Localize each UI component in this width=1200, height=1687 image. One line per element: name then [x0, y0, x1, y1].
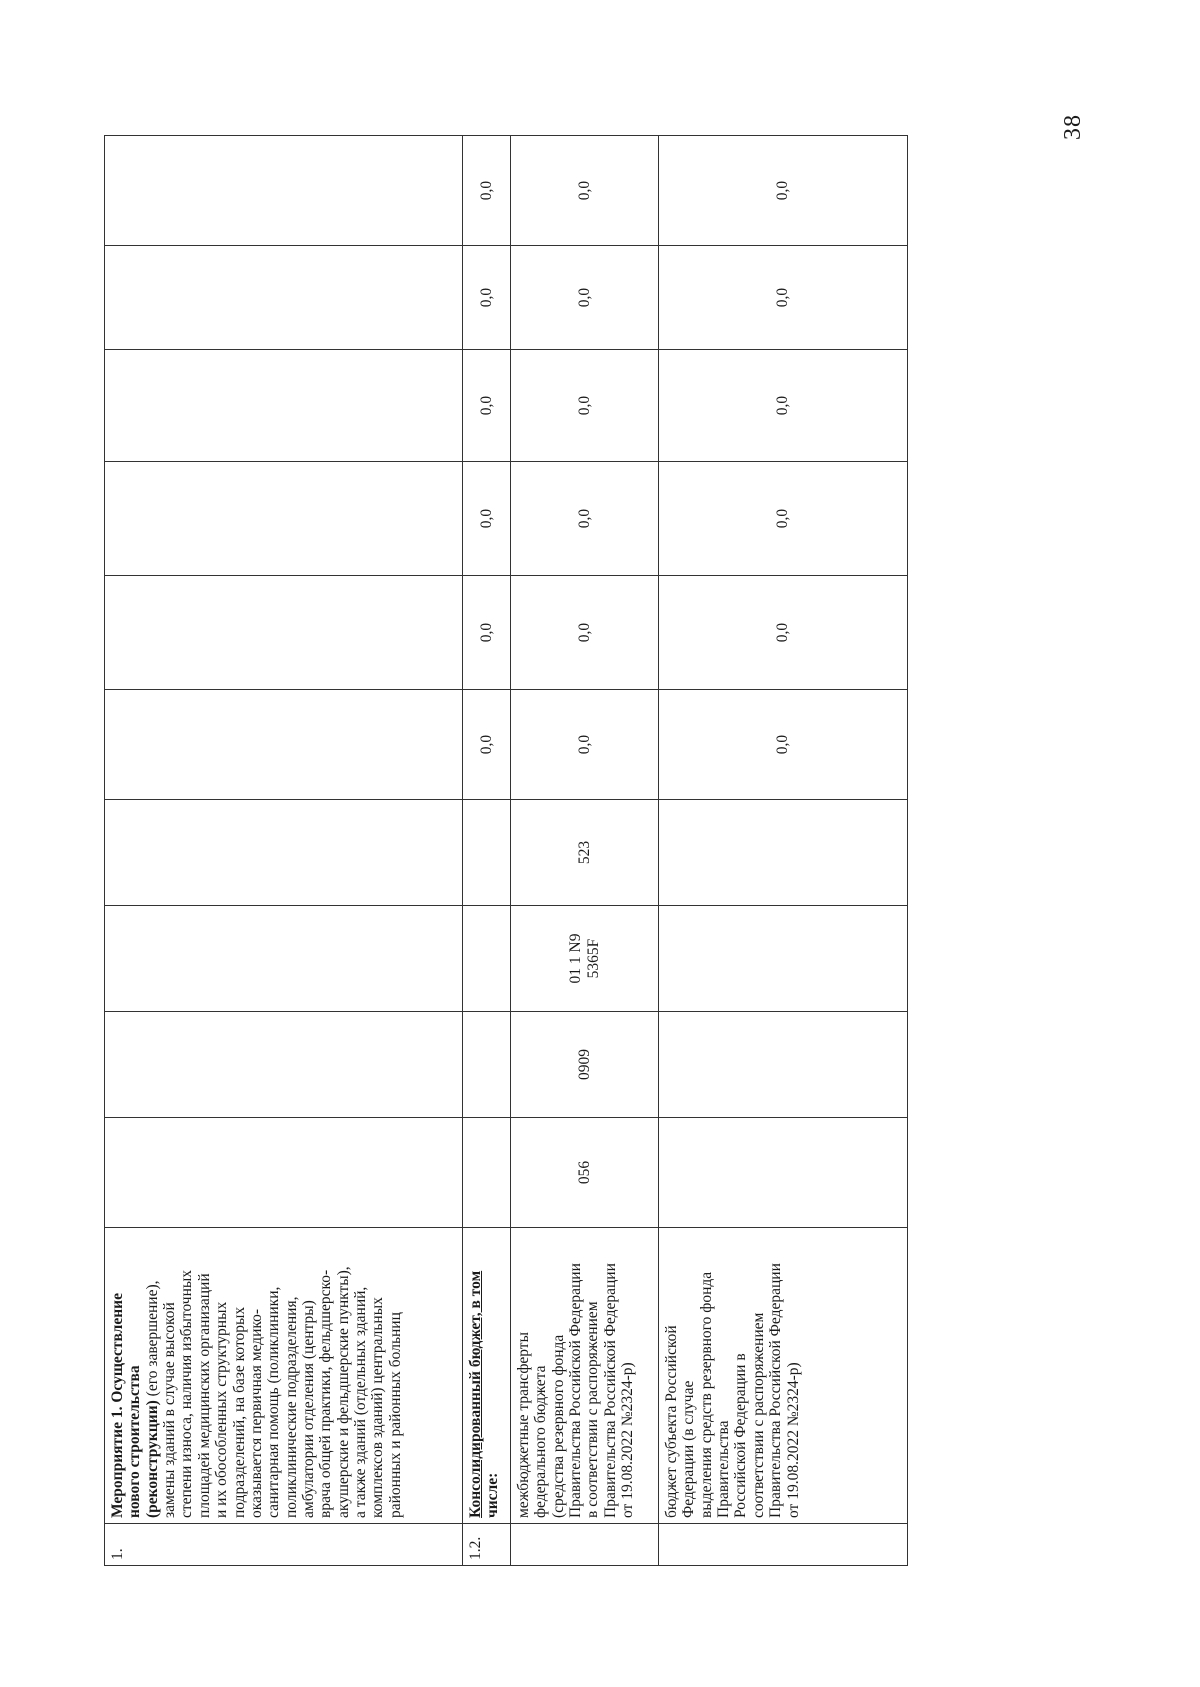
table-cell: [659, 1012, 908, 1118]
table-cell: [105, 462, 463, 576]
budget-table: [104, 135, 908, 1566]
table-cell: [105, 136, 463, 246]
value-cell: 0,0: [511, 136, 659, 246]
value-cell: 0,0: [463, 246, 511, 350]
value-cell: 0,0: [463, 576, 511, 690]
table-cell: [463, 1012, 511, 1118]
table-cell: [659, 906, 908, 1012]
table-cell: [105, 690, 463, 800]
table-row: [105, 136, 463, 1566]
value-cell: 0,0: [463, 350, 511, 462]
table-cell: [105, 1012, 463, 1118]
row-number: 1.2.: [463, 1524, 511, 1566]
table-row: [511, 136, 659, 1566]
table-cell: [463, 800, 511, 906]
rzpr-code: 0909: [511, 1012, 659, 1118]
row-number: 1.: [105, 1524, 463, 1566]
table-cell: [463, 906, 511, 1012]
value-cell: 0,0: [659, 576, 908, 690]
grbs-code: 056: [511, 1118, 659, 1228]
table-cell: [659, 1524, 908, 1566]
table-row: [463, 136, 511, 1566]
page-number: 38: [1060, 114, 1086, 140]
value-cell: 0,0: [659, 350, 908, 462]
value-cell: 0,0: [659, 690, 908, 800]
regional-budget-label: бюджет субъекта Российской Федерации (в случае выделения средств резервного фонда Правительства Российской Федерации в соответствии с распоряжением Правительства Российской Федерации от 19.08.2022 №2324-р): [659, 1228, 908, 1524]
table-cell: [105, 800, 463, 906]
table-cell: [105, 246, 463, 350]
table-cell: [659, 800, 908, 906]
federal-transfers-label: межбюджетные трансферты федерального бюджета (средства резервного фонда Правительства Российской Федерации в соответствии с распоряжением Правительства Российской Федерации от 19.08.2022 №2324-р): [511, 1228, 659, 1524]
value-cell: 0,0: [511, 462, 659, 576]
table-cell: [511, 1524, 659, 1566]
value-cell: 0,0: [463, 462, 511, 576]
csr-code: 01 1 N9 5365F: [511, 906, 659, 1012]
value-cell: 0,0: [659, 136, 908, 246]
consolidated-budget-label: Консолидированный бюджет, в том числе:: [463, 1228, 511, 1524]
table-cell: [105, 1118, 463, 1228]
measure-description: Мероприятие 1. Осуществление нового строительства (реконструкции) (его завершение), замены зданий в случае высокой степени износа, наличия избыточных площадей медицинских организаций и их обособленных структурных подразделений, на базе которых оказывается первичная медико- санитарная помощь (поликлиники, поликлинические подразделения, амбулатории отделения (центры) врача общей практики, фельдшерско- акушерские и фельдшерские пункты), а также зданий (отдельных зданий, комплексов зданий) центральных районных и районных больниц: [105, 1228, 463, 1524]
rotated-table-container: [104, 136, 907, 1566]
table-cell: [463, 1118, 511, 1228]
table-row: [659, 136, 908, 1566]
value-cell: 0,0: [511, 690, 659, 800]
table-cell: [659, 1118, 908, 1228]
value-cell: 0,0: [511, 246, 659, 350]
table-cell: [105, 350, 463, 462]
value-cell: 0,0: [659, 246, 908, 350]
vr-code: 523: [511, 800, 659, 906]
table-cell: [105, 576, 463, 690]
value-cell: 0,0: [511, 350, 659, 462]
value-cell: 0,0: [463, 690, 511, 800]
table-cell: [105, 906, 463, 1012]
value-cell: 0,0: [463, 136, 511, 246]
value-cell: 0,0: [659, 462, 908, 576]
value-cell: 0,0: [511, 576, 659, 690]
